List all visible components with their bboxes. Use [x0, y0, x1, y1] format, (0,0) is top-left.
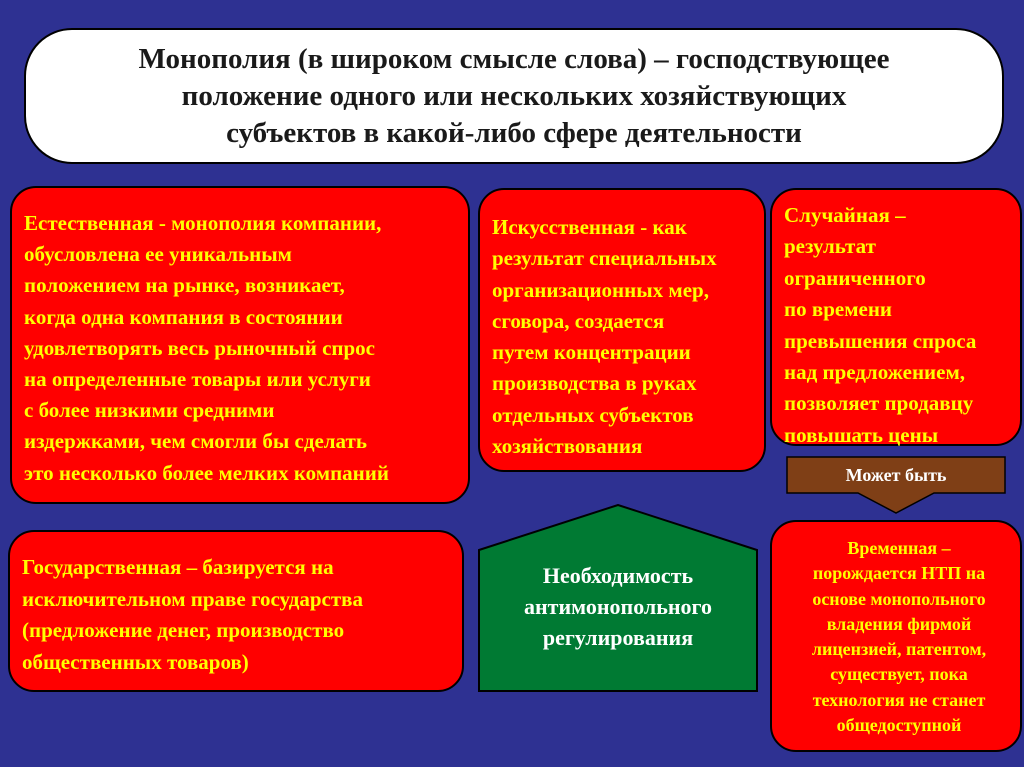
definition-text: Монополия (в широком смысле слова) – господствующее положение одного или нескольких хозяйствующих субъектов в какой-либо сфере деятельности: [138, 42, 890, 149]
state-monopoly-box: Государственная – базируется на исключительном праве государства (предложение денег, производство общественных товаров): [8, 530, 464, 692]
may-be-arrow: [786, 456, 1006, 514]
natural-monopoly-box: Естественная - монополия компании, обусловлена ее уникальным положением на рынке, возникает, когда одна компания в состоянии удовлетворять весь рыночный спрос на определенные товары или услуги с более низкими средними издержками, чем смогли бы сделать это несколько более мелких компаний: [10, 186, 470, 504]
may-be-label: Может быть: [845, 464, 947, 485]
random-monopoly-box: Случайная – результат ограниченного по времени превышения спроса над предложением, позволяет продавцу повышать цены: [770, 188, 1022, 446]
antimonopoly-regulation-shape: [478, 504, 758, 692]
antimonopoly-regulation-text: Необходимость антимонопольного регулирования: [523, 563, 712, 650]
artificial-monopoly-box: Искусственная - как результат специальных организационных мер, сговора, создается путем концентрации производства в руках отдельных субъектов хозяйствования: [478, 188, 766, 472]
temporary-monopoly-box: Временная – порождается НТП на основе монопольного владения фирмой лицензией, патентом, существует, пока технология не станет общедоступной: [770, 520, 1022, 752]
definition-box: [24, 28, 1004, 164]
